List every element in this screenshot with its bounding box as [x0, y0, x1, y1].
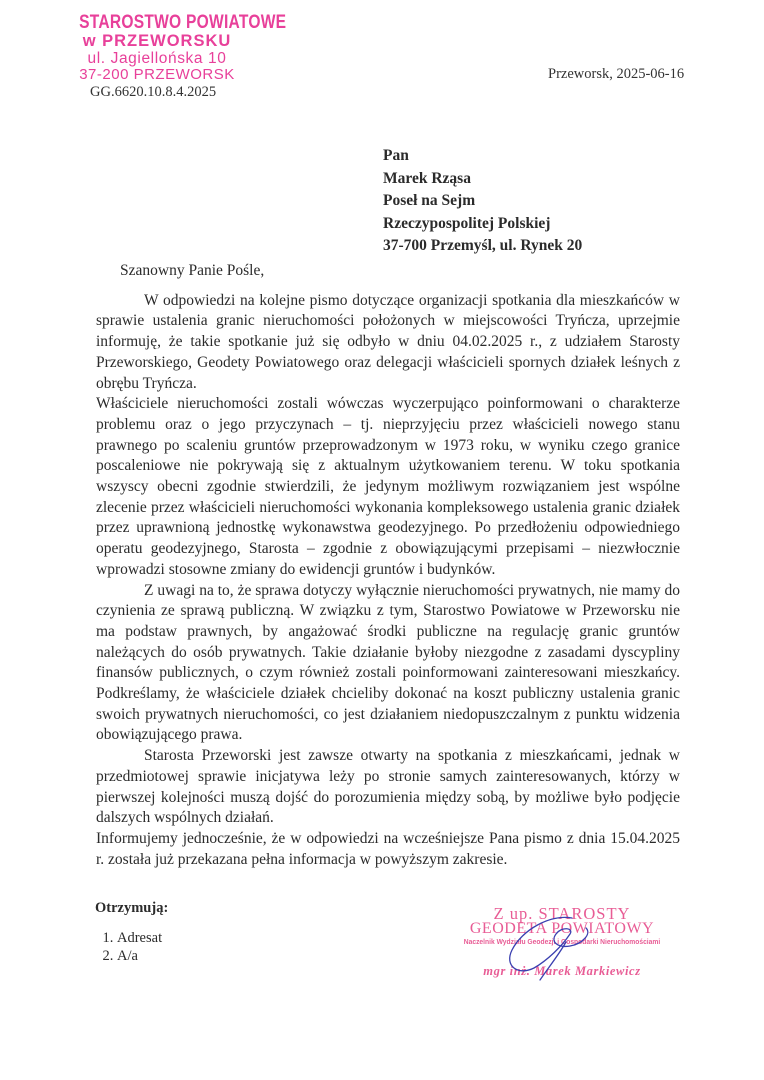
- paragraph-5: Informujemy jednocześnie, że w odpowiedzi na wcześniejsze Pana pismo z dnia 15.04.2025 r. została już przekazana pełna informacja w powyższym zakresie.: [96, 829, 680, 868]
- stamp-street: ul. Jagiellońska 10: [87, 49, 227, 67]
- receiver-item: 1. Adresat: [117, 929, 168, 947]
- stamp-postcode: 37-200 PRZEWORSK: [79, 66, 235, 83]
- addressee-institution: Rzeczypospolitej Polskiej: [383, 214, 551, 232]
- addressee-position: Poseł na Sejm: [383, 192, 476, 209]
- receiver-item: 2. A/a: [117, 947, 168, 965]
- stamp-office-town: w PRZEWORSKU: [82, 32, 232, 50]
- stamp-authorization: Z up. STAROSTY: [493, 904, 631, 923]
- paragraph-4: Starosta Przeworski jest zawsze otwarty na spotkania z mieszkańcami, jednak w przedmiotowej sprawie inicjatywa leży po stronie samych zainteresowanych, którzy w pierwszej kolejności muszą dojść do porozumienia między sobą, by możliwe było podjęcie dalszych wspólnych działań.: [96, 747, 680, 827]
- stamp-signatory-name: mgr inż. Marek Markiewicz: [483, 964, 641, 978]
- reference-number: GG.6620.10.8.4.2025: [90, 84, 217, 100]
- stamp-department: Naczelnik Wydziału Geodezji i Gospodarki Nieruchomościami: [463, 937, 661, 946]
- handwritten-signature-icon: [500, 912, 610, 982]
- addressee-block: [383, 145, 582, 258]
- paragraph-1: W odpowiedzi na kolejne pismo dotyczące organizacji spotkania dla mieszkańców w sprawie ustalenia granic nieruchomości położonych w miejscowości Tryńcza, uprzejmie informuję, że takie spotkanie już się odbyło w dniu 04.02.2025 r., z udziałem Starosty Przeworskiego, Geodety Powiatowego oraz delegacji właścicieli spornych działek leśnych z obrębu Tryńcza.: [96, 291, 680, 392]
- addressee-address: 37-700 Przemyśl, ul. Rynek 20: [383, 237, 583, 254]
- letterhead-stamp: [62, 12, 287, 83]
- paragraph-3: Z uwagi na to, że sprawa dotyczy wyłącznie nieruchomości prywatnych, nie mamy do czynienia ze sprawą publiczną. W związku z tym, Starostwo Powiatowe w Przeworsku nie ma podstaw prawnych, by angażować środki publiczne na regulację granic gruntów należących do osób prywatnych. Takie działanie byłoby niezgodne z zasadami dyscypliny finansów publicznych, o czym również zostali poinformowani zainteresowani mieszkańcy. Podkreślamy, że właściciele działek chcieliby dokonać na koszt publiczny ustalenia granic swoich prywatnych nieruchomości, co jest działaniem niedopuszczalnym z punktu widzenia obowiązującego prawa.: [96, 581, 680, 744]
- receivers-block: [95, 900, 168, 965]
- stamp-office-name: STAROSTWO POWIATOWE: [79, 12, 287, 33]
- stamp-role: GEODETA POWIATOWY: [469, 920, 655, 937]
- receivers-title: Otrzymują:: [95, 900, 169, 916]
- receivers-list: [95, 929, 168, 965]
- paragraph-2: Właściciele nieruchomości zostali wówczas wyczerpująco poinformowani o charakterze problemu oraz o jego przyczynach – tj. nieprzyjęciu przez właścicieli nowego stanu prawnego po scaleniu gruntów przeprowadzonym w 1973 roku, w wyniku czego granice poscaleniowe nie pokrywają się z aktualnym użytkowaniem terenu. W toku spotkania wszyscy obecni zgodnie stwierdzili, że jedynym możliwym rozwiązaniem jest wspólne zlecenie przez właścicieli nieruchomości wykonania kompleksowego ustalenia granic działek przez uprawnioną jednostkę wykonawstwa geodezyjnego. Po przedłożeniu odpowiedniego operatu geodezyjnego, Starosta – zgodnie z obowiązującymi przepisami – niezwłocznie wprowadzi stosowne zmiany do ewidencji gruntów i budynków.: [96, 395, 680, 578]
- addressee-name: Marek Rząsa: [383, 169, 471, 187]
- salutation: Szanowny Panie Pośle,: [120, 262, 265, 279]
- place-date: Przeworsk, 2025-06-16: [548, 66, 685, 82]
- addressee-title: Pan: [383, 147, 409, 164]
- letter-body: [96, 261, 680, 870]
